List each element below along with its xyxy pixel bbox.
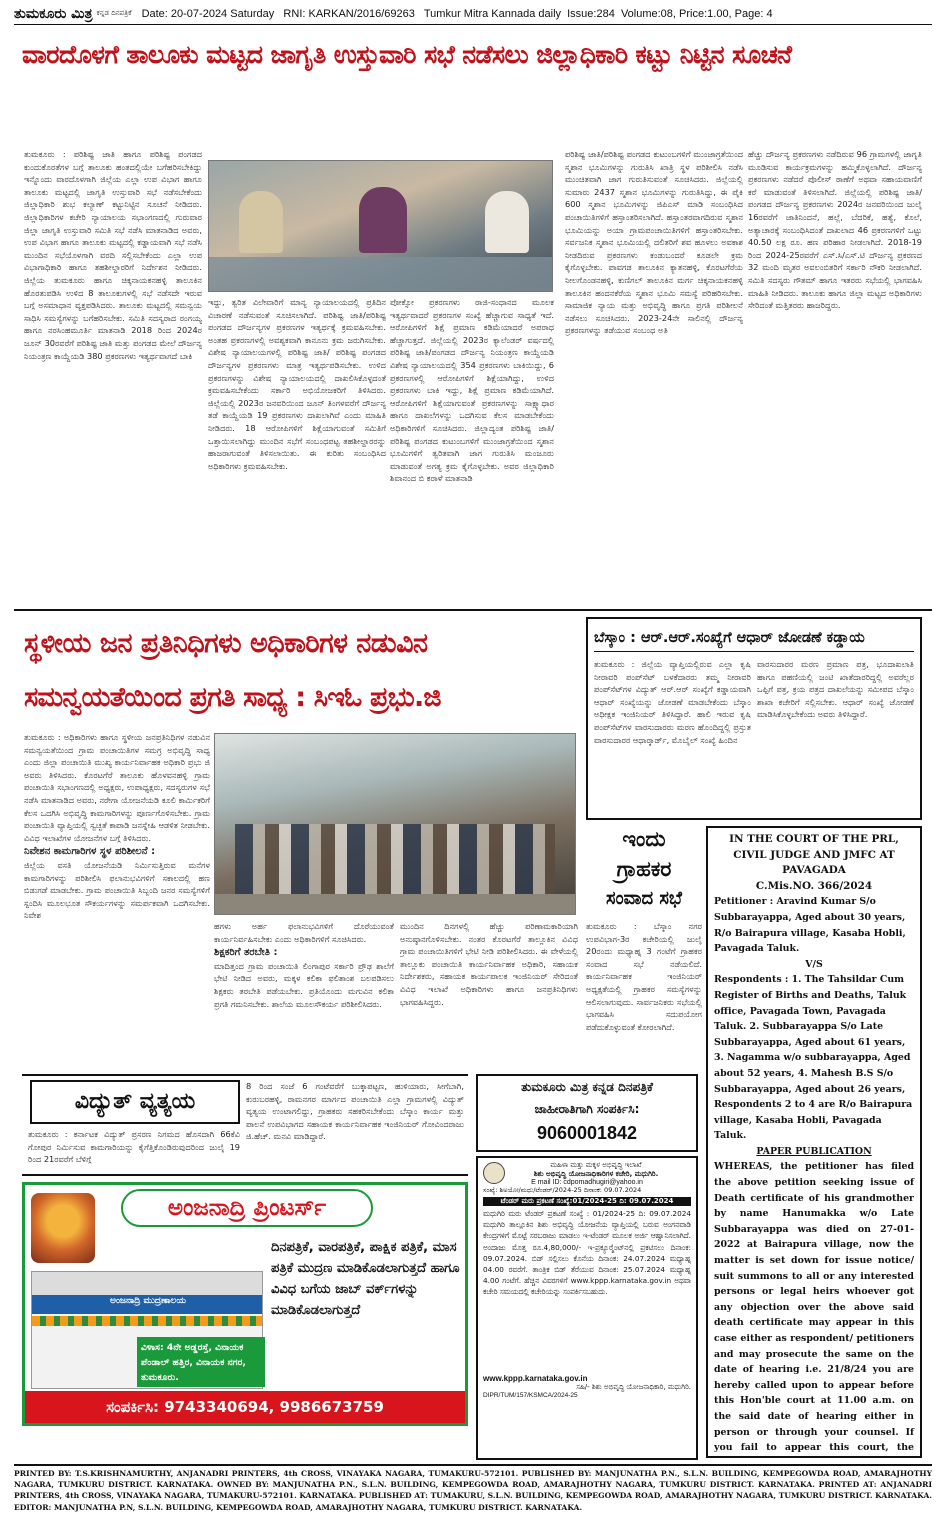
bescom-col2: ವಾರಸುದಾರರ ಮರಣ ಪ್ರಮಾಣ ಪತ್ರ, ಭೂದಾಖಲಾತಿ ಹಾಗೂ ಪಹಣಿಯಲ್ಲಿ ಜಂಟಿ ಖಾತೆದಾರರಿದ್ದಲ್ಲಿ ಅವರೆಲ್ಲರ ಒಪ್ಪಿಗೆ ಪತ್ರ, ಕ್ರಯ ಪತ್ರದ ದಾಖಲೆಯನ್ನು ಸಮೀಪದ ಬೆಸ್ಕಾಂ ಶಾಖಾ ಕಚೇರಿಗೆ ಸಲ್ಲಿಸಬೇಕು. ಆಧಾರ್ ಸಂಖ್ಯೆ ಜೋಡಣೆ ಮಾಡಿಸಿಕೊಳ್ಳಬೇಕೆಂದು ಅವರು ತಿಳಿಸಿದ್ದಾರೆ. (757, 659, 914, 720)
footer-text: PRINTED BY: T.S.KRISHNAMURTHY, ANJANADRI PRINTERS, 4th CROSS, VINAYAKA NAGARA, TUMAKURU-572101. PUBLISHED BY: MANJUNATHA P.N., S.L.N. BUILDING, KEMPEGOWDA ROAD, AMARAJHOTHY NAGARA, TUMKURU DISTRICT. KARNATAKA. OWNED BY: MANJUNATHA P.N., S.L.N. BUILDING, KEMPEGOWDA ROAD, AMARAJHOTHY NAGARA, TUMKURU DISTRICT. KARNATAKA. PRINTED AT: ANJANADRI PRINTERS, 4th CROSS, VINAYAKA NAGARA, TUMAKURU-572101. KARNATAKA. PUBLISHED AT: TUMAKURU, S.L.N. BUILDING, KEMPEGOWDA ROAD, AMARAJHOTHY NAGARA, TUMKURU DISTRICT. KARNATAKA. EDITOR: MANJUNATHA P.N, S.L.N. BUILDING, KEMPEGOWDA ROAD, AMARAJHOTHY NAGARA, TUMKURU DISTRICT. KARNATAKA. (14, 1469, 932, 1512)
tender-dipr: DIPR/TUM/157/KSMCA/2024-25 (483, 1392, 578, 1399)
court-case-no: C.Mis.NO. 366/2024 (755, 879, 873, 892)
story2-col3: ಮುಂದಿನ ದಿನಗಳಲ್ಲಿ ಹೆಚ್ಚು ಪರಿಣಾಮಕಾರಿಯಾಗಿ ಅನುಷ್ಠಾನಗೊಳಿಸಬೇಕು. ನಂತರ ಕೊರಟಗೆರೆ ತಾಲ್ಲೂಕಿನ ವಿವಿಧ ಗ್ರಾಮ ಪಂಚಾಯಿತಿಗಳಿಗೆ ಭೇಟಿ ನೀಡಿ ಪರಿಶೀಲಿಸಿದರು. ಈ ವೇಳೆಯಲ್ಲಿ ತಾಲ್ಲೂಕು ಪಂಚಾಯಿತಿ ಕಾರ್ಯನಿರ್ವಾಹಕ ಅಧಿಕಾರಿ, ಸಹಾಯಕ ನಿರ್ದೇಶಕರು, ಸಹಾಯಕ ಕಾರ್ಯಪಾಲಕ ಇಂಜಿನಿಯರ್ ಸೇರಿದಂತೆ ವಿವಿಧ ಇಲಾಖೆ ಅಧಿಕಾರಿಗಳು ಹಾಗೂ ಜನಪ್ರತಿನಿಧಿಗಳು ಭಾಗವಹಿಸಿದ್ದರು. (400, 921, 578, 1007)
tender-notice-title: ಟೆಂಡರ್ ಮರು ಪ್ರಕಟಣೆ ಸಂಖ್ಯೆ:01/2024-25 ದಿ: 09.07.2024 (483, 1197, 691, 1206)
court-body: WHEREAS, the petitioner has filed the above petition seeking issue of Death certificate of his grandmother by name Hanumakka w/o Late Subbarayappa was died on 27-01-2022 at Bairapura village, now the matter is set down for issue notice/ suit summons to all or any interested persons or legal heirs whoever got any objection over the above said death certificate may appear in this case either as respondent/ petitioners and may prosecute the same on the date of hearing i.e. 21/8/24 you are hereby called upon to appear before this Hon'ble court at 11.00 a.m. on the said date of hearing either in person or through your counsel. If you fail to appear this court, the (714, 1161, 914, 1454)
anjanadri-address-box (137, 1337, 265, 1387)
person-figure (485, 191, 529, 253)
story1-col1: ತುಮಕೂರು : ಪರಿಶಿಷ್ಟ ಜಾತಿ ಹಾಗೂ ಪರಿಶಿಷ್ಟ ಪಂಗಡದ ಕುಂದುಕೊರತೆಗಳ ಬಗ್ಗೆ ತಾಲೂಕು ಹಂತದಲ್ಲಿಯೇ ಬಗೆಹರಿಸಬೇಕಿದ್ದು ಇನ್ನೊಂದು ವಾರದೊಳಗಾಗಿ ಜಿಲ್ಲೆಯ ಎಲ್ಲಾ ಉಪ ವಿಭಾಗ ಹಾಗೂ ತಾಲೂಕು ಮಟ್ಟದಲ್ಲಿ ಜಾಗೃತಿ ಉಸ್ತುವಾರಿ ಸಭೆ ನಡೆಸಬೇಕೆಂದು ಜಿಲ್ಲಾಧಿಕಾರಿ ಶುಭ ಕಲ್ಯಾಣ್ ಕಟ್ಟುನಿಟ್ಟಿನ ಸೂಚನೆ ನೀಡಿದರು. ಜಿಲ್ಲಾಧಿಕಾರಿಗಳ ಕಚೇರಿ ನ್ಯಾಯಾಲಯ ಸಭಾಂಗಣದಲ್ಲಿ ಗುರುವಾರ ಜಿಲ್ಲಾ ಜಾಗೃತಿ ಉಸ್ತುವಾರಿ ಸಮಿತಿ ಸಭೆ ನಡೆಸಿ ಮಾತನಾಡಿದ ಅವರು, ಉಪ ವಿಭಾಗ ಹಾಗೂ ತಾಲೂಕು ಮಟ್ಟದಲ್ಲಿ ಕಡ್ಡಾಯವಾಗಿ ಸಭೆ ನಡೆಸಿ ಮುಂದಿನ ಸಭೆಯೊಳಗಾಗಿ ವರದಿ ಸಲ್ಲಿಸಬೇಕೆಂದು ಎಲ್ಲಾ ಉಪ ವಿಭಾಗಾಧಿಕಾರಿ ಹಾಗೂ ತಹಶೀಲ್ದಾರರಿಗೆ ನಿರ್ದೇಶನ ನೀಡಿದರು. ಜಿಲ್ಲೆಯ ತುಮಕೂರು ಹಾಗೂ ಚಿಕ್ಕನಾಯಕನಹಳ್ಳಿ ತಾಲೂಕಿನ ಹೊರತುಪಡಿಸಿ ಉಳಿದ 8 ತಾಲೂಕುಗಳಲ್ಲಿ ಸಭೆ ನಡೆಸದೇ ಇರುವ ಬಗ್ಗೆ ಅಸಮಾಧಾನ ವ್ಯಕ್ತಪಡಿಸಿದರು. ತಾಲೂಕು ಮಟ್ಟದಲ್ಲಿ ಸಮನ್ವಯ ಸಾಧಿಸಿ ಸಮಸ್ಯೆಗಳನ್ನು ಬಗೆಹರಿಸಬೇಕು. ಸಮಿತಿ ಸದಸ್ಯರಾದ ರಂಗಯ್ಯ ಹಾಗೂ ನರಸಿಂಹಮೂರ್ತಿ ಮಾತನಾಡಿ 2018 ರಿಂದ 2024ರ ಜೂನ್ 30ರವರೆಗೆ ಪರಿಶಿಷ್ಟ ಜಾತಿ ಮತ್ತು ಪಂಗಡದ ಮೇಲೆ ದೌರ್ಜನ್ಯ ನಿಯಂತ್ರಣ ಕಾಯ್ದೆಯಡಿ 380 ಪ್ರಕರಣಗಳು ಇತ್ಯರ್ಥವಾಗದೆ ಬಾಕಿ (24, 149, 202, 361)
tender-header2: ಶಿಶು ಅಭಿವೃದ್ಧಿ ಯೋಜನಾಧಿಕಾರಿಗಳ ಕಚೇರಿ, ಮಧುಗಿರಿ. (533, 1170, 659, 1178)
person-figure (239, 191, 283, 253)
story2-col1b-text: ಜಿಲ್ಲೆಯ ವಸತಿ ಯೋಜನೆಯಡಿ ನಿರ್ಮಿಸುತ್ತಿರುವ ಮನೆಗಳ ಕಾಮಗಾರಿಗಳನ್ನು ಪರಿಶೀಲಿಸಿ ಫಲಾನುಭವಿಗಳಿಗೆ ಸಕಾಲದಲ್ಲಿ ಹಣ ಬಿಡುಗಡೆ ಮಾಡಬೇಕು. ಗ್ರಾಮ ಪಂಚಾಯಿತಿ ಸಿಬ್ಬಂದಿ ಜನರ ಸಮಸ್ಯೆಗಳಿಗೆ ಸ್ಪಂದಿಸಿ ಮೂಲಭೂತ ಸೌಕರ್ಯಗಳನ್ನು ಸಮರ್ಪಕವಾಗಿ ಒದಗಿಸಬೇಕು. ನಿವೇಶ (24, 859, 210, 921)
story1-headline: ವಾರದೊಳಗೆ ತಾಲೂಕು ಮಟ್ಟದ ಜಾಗೃತಿ ಉಸ್ತುವಾರಿ ಸಭೆ ನಡೆಸಲು ಜಿಲ್ಲಾಧಿಕಾರಿ ಕಟ್ಟು ನಿಟ್ಟಿನ ಸೂಚನೆ (22, 40, 792, 69)
court-vs: V/S (805, 958, 823, 970)
court-respondents: Respondents : 1. The Tahsildar Cum Register of Births and Deaths, Taluk office, Pavagada Town, Pavagada Taluk. 2. Subbarayappa S/o Late Subbarayappa, Aged about 61 years, 3. Nagamma w/o subbarayappa, Aged about 52 years, 4. Mahesh B.S S/o Subbarayappa, Aged about 26 years, Respondents 2 to 4 are R/o Bairapura village, Kasaba Hobli, Pavagada Taluk. (714, 974, 913, 1142)
ad-contact-phone: 9060001842 (536, 1123, 638, 1143)
anjanadri-address-text: ವಿಳಾಸ: 4ನೇ ಅಡ್ಡರಸ್ತೆ, ವಿನಾಯಕ ಪೆಂಡಾಲ್ ಹತ್ತಿರ, ವಿನಾಯಕ ನಗರ, ತುಮಕೂರು. (141, 1342, 246, 1383)
story2-col2b-text: ಮಾದಿತ್ತಂದ ಗ್ರಾಮ ಪಂಚಾಯಿತಿ ಲಿಂಗಾಪುರ ಸರ್ಕಾರಿ ಪ್ರೌಢ ಶಾಲೆಗೆ ಭೇಟಿ ನೀಡಿದ ಅವರು, ಮಕ್ಕಳ ಕಲಿಕಾ ಫಲಿತಾಂಶ ಬಲಪಡಿಸಲು ಶಿಕ್ಷಕರು ತರಬೇತಿ ಪಡೆಯಬೇಕು. ಪ್ರತಿಯೊಂದು ಮಗುವಿನ ಕಲಿಕಾ ಪ್ರಗತಿ ಗಮನಿಸಬೇಕು. ಶಾಲೆಯ ಮೂಲಸೌಕರ್ಯ ಪರಿಶೀಲಿಸಿದರು. (214, 960, 394, 1009)
grahaka-line2: ಗ್ರಾಹಕರ (616, 857, 672, 881)
masthead-logo-sub: ಕನ್ನಡ ದಿನಪತ್ರಿಕೆ (96, 9, 132, 17)
divider (14, 609, 932, 611)
road (215, 894, 575, 914)
tender-website: www.kppp.karnataka.gov.in (483, 1374, 588, 1383)
story2-subhead: ನಿವೇಶನ ಕಾಮಗಾರಿಗಳ ಸ್ಥಳ ಪರಿಶೀಲನೆ : (24, 846, 156, 858)
bescom-headline: ಬೆಸ್ಕಾಂ : ಆರ್.ಆರ್.ಸಂಖ್ಯೆಗೆ ಆಧಾರ್ ಜೋಡಣೆ ಕಡ್ಡಾಯ (594, 625, 914, 652)
story2-col2 (214, 920, 394, 1066)
anjanadri-contact: ಸಂಪರ್ಕಿಸಿ: 9743340694, 9986673759 (25, 1391, 465, 1423)
masthead-logo: ತುಮಕೂರು ಮಿತ್ರ (14, 5, 93, 22)
grahaka-notice (586, 824, 702, 1070)
vidyut-headline: ವಿದ್ಯುತ್ ವ್ಯತ್ಯಯ (30, 1080, 240, 1124)
flower-garland (32, 1316, 262, 1326)
story2-photo (214, 733, 576, 915)
story1-col5: ಹೆಚ್ಚು ದೌರ್ಜನ್ಯ ಪ್ರಕರಣಗಳು ನಡೆದಿರುವ 96 ಗ್ರಾಮಗಳಲ್ಲಿ ಜಾಗೃತಿ ಮೂಡಿಸುವ ಕಾರ್ಯಕ್ರಮಗಳನ್ನು ಹಮ್ಮಿಕೊಳ್ಳಲಾಗಿದೆ. ದೌರ್ಜನ್ಯ ಪ್ರಕರಣಗಳು ನಡೆದರೆ ಪೊಲೀಸ್ ಠಾಣೆಗೆ ಅಥವಾ ಸಹಾಯವಾಣಿಗೆ ಕರೆ ಮಾಡುವಂತೆ ತಿಳಿಸಲಾಗಿದೆ. ಜಿಲ್ಲೆಯಲ್ಲಿ ಪರಿಶಿಷ್ಟ ಜಾತಿ/ಪಂಗಡದ ದೌರ್ಜನ್ಯ ಪ್ರಕರಣಗಳು 2024ರ ಜನವರಿಯಿಂದ ಜುಲೈ 16ರವರೆಗೆ ಜಾತಿನಿಂದನೆ, ಹಲ್ಲೆ, ಬೆದರಿಕೆ, ಹತ್ಯೆ, ಕೊಲೆ, ಅತ್ಯಾಚಾರಕ್ಕೆ ಸಂಬಂಧಿಸಿದಂತೆ ದಾಖಲಾದ 46 ಪ್ರಕರಣಗಳಿಗೆ ಒಟ್ಟು 40.50 ಲಕ್ಷ ರೂ. ಹಣ ಪರಿಹಾರ ನೀಡಲಾಗಿದೆ. 2018-19 ರಿಂದ 2024-25ರವರೆಗೆ ಎಸ್.ಸಿ/ಎಸ್.ಟಿ ದೌರ್ಜನ್ಯ ಪ್ರಕರಣದ 32 ಮಂದಿ ಮೃತರ ಅವಲಂಬಿತರಿಗೆ ಸರ್ಕಾರಿ ನೌಕರಿ ನೀಡಲಾಗಿದೆ. ಸಮಿತಿ ಸದಸ್ಯರು ಗೌತಮ್ ಹಾಗೂ ಇತರರು ಸಭೆಯಲ್ಲಿ ಭಾಗವಹಿಸಿ ಮಾಹಿತಿ ನೀಡಿದರು. ತಾಲೂಕು ಹಾಗೂ ಜಿಲ್ಲಾ ಮಟ್ಟದ ಅಧಿಕಾರಿಗಳು ಸೇರಿದಂತೆ ಮತ್ತಿತರರು ಹಾಜರಿದ್ದರು. (748, 149, 922, 311)
masthead-info: Date: 20-07-2024 Saturday RNI: KARKAN/2016/69263 Tumkur Mitra Kannada daily Issue:284 Volume:08, Price:1.00, Page: 4 (141, 7, 773, 20)
story2-headline-line1: ಸ್ಥಳೀಯ ಜನ ಪ್ರತಿನಿಧಿಗಳು ಅಧಿಕಾರಿಗಳ ನಡುವಿನ (24, 628, 428, 659)
anjanadri-title: ಅಂಜನಾದ್ರಿ ಪ್ರಿಂಟರ್ಸ್ (121, 1189, 373, 1227)
meeting-table (209, 257, 552, 291)
grahaka-headline (586, 824, 702, 914)
grahaka-line3: ಸಂವಾದ ಸಭೆ (606, 888, 682, 909)
vidyut-col1: ತುಮಕೂರು : ಕರ್ನಾಟಕ ವಿದ್ಯುತ್ ಪ್ರಸರಣ ನಿಗಮದ ಹೊಸದಾಗಿ 66ಕೆವಿ ಗೋಪುರ ನಿರ್ಮಿಸುವ ಕಾಮಗಾರಿಯನ್ನು ಕೈಗೆತ್ತಿಕೊಂಡಿರುವುದರಿಂದ ಜುಲೈ 19 ರಿಂದ 21ರವರೆಗೆ ಬೆಳಿಗ್ಗೆ (28, 1129, 240, 1165)
anjanadri-services: ದಿನಪತ್ರಿಕೆ, ವಾರಪತ್ರಿಕೆ, ಪಾಕ್ಷಿಕ ಪತ್ರಿಕೆ, ಮಾಸ ಪತ್ರಿಕೆ ಮುದ್ರಣ ಮಾಡಿಕೊಡಲಾಗುತ್ತದೆ ಹಾಗೂ ವಿವಿಧ ಬಗೆಯ ಜಾಬ್ ವರ್ಕ್‍ಗಳನ್ನು ಮಾಡಿಕೊಡಲಾಗುತ್ತದೆ (271, 1240, 460, 1318)
ad-contact-box (476, 1074, 698, 1152)
story1-col3: ಪೋಕ್ಸೋ ಪ್ರಕರಣಗಳು ರಾಜಿ-ಸಂಧಾನದ ಮೂಲಕ ಇತ್ಯರ್ಥವಾದರೆ ಪ್ರಕರಣಗಳ ಸಂಖ್ಯೆ ಹೆಚ್ಚಾಗುವ ಸಾಧ್ಯತೆ ಇದೆ. ಆರೋಪಿಗಳಿಗೆ ಶಿಕ್ಷೆ ಪ್ರಮಾಣ ಕಡಿಮೆಯಾದರೆ ಅಪರಾಧ ಹೆಚ್ಚಾಗುತ್ತದೆ. ಜಿಲ್ಲೆಯಲ್ಲಿ 2023ರ ಕ್ಯಾಲೆಂಡರ್ ವರ್ಷದಲ್ಲಿ ಪರಿಶಿಷ್ಟ ಜಾತಿ/ಪಂಗಡದ ದೌರ್ಜನ್ಯ ನಿಯಂತ್ರಣ ಕಾಯ್ದೆಯಡಿ ವಿಶೇಷ ನ್ಯಾಯಾಲಯದಲ್ಲಿ 354 ಪ್ರಕರಣಗಳು ಬಾಕಿಯಿದ್ದು, 6 ಪ್ರಕರಣಗಳಲ್ಲಿ ಆರೋಪಿಗಳಿಗೆ ಶಿಕ್ಷೆಯಾಗಿದ್ದು, ಉಳಿದ ಪ್ರಕರಣಗಳು ಬಾಕಿ ಇದ್ದು, ಶಿಕ್ಷೆ ಪ್ರಮಾಣ ಕಡಿಮೆಯಾಗಿದೆ. ಆರೋಪಿಗಳಿಗೆ ಶಿಕ್ಷೆಯಾಗುವಂತೆ ಪ್ರಕರಣಗಳನ್ನು ಸಾಕ್ಷ್ಯಾಧಾರ ಹಾಗೂ ದಾಖಲೆಗಳನ್ನು ಒದಗಿಸುವ ಕೆಲಸ ಮಾಡಬೇಕೆಂದು ಅಧಿಕಾರಿಗಳಿಗೆ ಸೂಚಿಸಿದರು. ಜಿಲ್ಲಾದ್ಯಂತ ಪರಿಶಿಷ್ಟ ಜಾತಿ/ಪರಿಶಿಷ್ಟ ಪಂಗಡದ ಕುಟುಂಬಗಳಿಗೆ ಮುಂಜಾಗ್ರತೆಯಿಂದ ಸ್ಮಶಾನ ಭೂಮಿಗಳಿಗೆ ತ್ವರಿತವಾಗಿ ಜಾಗ ಗುರುತಿಸಿ ಮಂಜೂರು ಮಾಡುವಂತೆ ಅಗತ್ಯ ಕ್ರಮ ಕೈಗೊಳ್ಳಬೇಕು. ಅವರ ಜಿಲ್ಲಾಧಿಕಾರಿ ಶಿವಾನಂದ ಬಿ ಕರಾಳೆ ಮಾತನಾಡಿ (390, 297, 554, 484)
story2-subhead-2: ಶಿಕ್ಷಕರಿಗೆ ತರಬೇತಿ : (214, 947, 278, 959)
grahaka-line1: ಇಂದು (622, 827, 666, 851)
vidyut-notice (22, 1074, 468, 1176)
grahaka-body: ತುಮಕೂರು : ಬೆಸ್ಕಾಂ ನಗರ ಉಪವಿಭಾಗ-3ರ ಕಚೇರಿಯಲ್ಲಿ ಜುಲೈ 20ರಂದು ಮಧ್ಯಾಹ್ನ 3 ಗಂಟೆಗೆ ಗ್ರಾಹಕರ ಸಂವಾದ ಸಭೆ ನಡೆಯಲಿದೆ. ಕಾರ್ಯನಿರ್ವಾಹಕ ಇಂಜಿನಿಯರ್ ಅಧ್ಯಕ್ಷತೆಯಲ್ಲಿ ಗ್ರಾಹಕರ ಸಮಸ್ಯೆಗಳನ್ನು ಆಲಿಸಲಾಗುವುದು. ಸಾರ್ವಜನಿಕರು ಸಭೆಯಲ್ಲಿ ಭಾಗವಹಿಸಿ ಸದುಪಯೋಗ ಪಡೆದುಕೊಳ್ಳುವಂತೆ ಕೋರಲಾಗಿದೆ. (586, 921, 702, 1032)
ad-contact-line2: ಜಾಹೀರಾತಿಗಾಗಿ ಸಂಪರ್ಕಿಸಿ: (534, 1102, 640, 1116)
footer-imprint (14, 1464, 932, 1512)
tender-header1: ಮಹಿಳಾ ಮತ್ತು ಮಕ್ಕಳ ಅಭಿವೃದ್ಧಿ ಇಲಾಖೆ (550, 1161, 642, 1169)
court-pub-heading: PAPER PUBLICATION (756, 1145, 872, 1157)
masthead (14, 3, 932, 25)
ad-contact-line1: ತುಮಕೂರು ಮಿತ್ರ ಕನ್ನಡ ದಿನಪತ್ರಿಕೆ (521, 1080, 653, 1094)
story1-photo (208, 160, 553, 292)
tender-email: E mail ID: cdpomadhugiri@yahoo.in (531, 1179, 643, 1186)
story1-col4: ಪರಿಶಿಷ್ಟ ಜಾತಿ/ಪರಿಶಿಷ್ಟ ಪಂಗಡದ ಕುಟುಂಬಗಳಿಗೆ ಮುಂಜಾಗ್ರತೆಯಿಂದ ಸ್ಮಶಾನ ಭೂಮಿಗಳನ್ನು ಗುರುತಿಸಿ ಖಾತ್ರಿ ಸ್ಥಳ ಪರಿಶೀಲಿಸಿ ನಡೆಸಿ ಮುಂಚಿತವಾಗಿ ಜಾಗ ಗುರುತಿಸುವಂತೆ ಸೂಚಿಸಿದರು. ಜಿಲ್ಲೆಯಲ್ಲಿ ಸುಮಾರು 2437 ಸ್ಮಶಾನ ಭೂಮಿಗಳನ್ನು ಗುರುತಿಸಿದ್ದು, ಈ ಪೈಕಿ 600 ಸ್ಮಶಾನ ಭೂಮಿಗಳನ್ನು ಜಿಪಿಎಸ್ ಮಾಡಿ ಸಂಬಂಧಿಸಿದ ಪಂಚಾಯಿತಿಗಳಿಗೆ ಹಸ್ತಾಂತರಿಸಲಾಗಿದೆ. ಹಸ್ತಾಂತರವಾಗದಿರುವ ಸ್ಮಶಾನ ಭೂಮಿಯನ್ನು ಅಯಾ ಗ್ರಾಮಪಂಚಾಯಿತಿಗಳಿಗೆ ಹಸ್ತಾಂತರಿಸಬೇಕು. ಸರ್ವಜನಿಕ ಸ್ಮಶಾನ ಭೂಮಿಯಲ್ಲಿ ದಲಿತರಿಗೆ ಶವ ಹೂಳಲು ಅವಕಾಶ ನೀಡದಿರುವ ಪ್ರಕರಣಗಳು ಕಂಡುಬಂದರೆ ಕೂಡಲೇ ಕ್ರಮ ಕೈಗೊಳ್ಳಬೇಕು. ಪಾವಗಡ ತಾಲೂಕಿನ ಕ್ಯಾತನಹಳ್ಳಿ, ಕೊರಟಗೆರೆಯ ನೀಲಗೊಂಡನಹಳ್ಳಿ, ಕುಣಿಗಲ್ ತಾಲೂಕಿನ ಮರ್ಗ ಚಿಕ್ಕನಾಯಕನಹಳ್ಳಿ ತಾಲೂಕಿನ ಹಂದನಕೆರೆಯ ಸ್ಮಶಾನ ಭೂಮಿ ಸಮಸ್ಯೆ ಪರಿಹರಿಸಬೇಕು. ಸಾಮಾಜಿಕ ನ್ಯಾಯ ಮತ್ತು ಅಭಿವೃದ್ಧಿ ಹಾಗೂ ಪ್ರಗತಿ ಪರಿಶೀಲನೆ ನಡೆಸಲು ಸೂಚಿಸಿದರು. 2023-24ನೇ ಸಾಲಿನಲ್ಲಿ ದೌರ್ಜನ್ಯ ಪ್ರಕರಣಗಳನ್ನು ತಡೆಯುವ ಸಂಬಂಧ ಅತಿ (565, 149, 743, 336)
story2-headline-line2: ಸಮನ್ವಯತೆಯಿಂದ ಪ್ರಗತಿ ಸಾಧ್ಯ : ಸಿಇಓ ಪ್ರಭು.ಜಿ (24, 682, 441, 713)
tender-notice (476, 1156, 698, 1460)
hanuman-image (31, 1193, 95, 1263)
tender-ref: ಸಂಖ್ಯೆ: ಶಿಅಯೋ/ಮಧು/ಟೆಂಡರ್/2024-25 ದಿನಾಂಕ: 09.07.2024 (483, 1186, 642, 1194)
tender-body: ಮಧುಗಿರಿ ಮರು ಟೆಂಡರ್ ಪ್ರಕಟಣೆ ಸಂಖ್ಯೆ : 01/2024-25 ದಿ: 09.07.2024 ಮಧುಗಿರಿ ತಾಲ್ಲೂಕಿನ ಶಿಶು ಅಭಿವೃದ್ಧಿ ಯೋಜನೆಯ ವ್ಯಾಪ್ತಿಯಲ್ಲಿ ಬರುವ ಅಂಗನವಾಡಿ ಕೇಂದ್ರಗಳಿಗೆ ಮೊಟ್ಟೆ ಸರಬರಾಜು ಮಾಡಲು ಇ-ಟೆಂಡರ್ ಮೂಲಕ ಅರ್ಜಿ ಆಹ್ವಾನಿಸಲಾಗಿದೆ. ಅಂದಾಜು ಮೊತ್ತ ರೂ.4,80,000/- ಇ-ಪ್ರಕ್ಯೂರ್‍ಮೆಂಟ್‍ನಲ್ಲಿ ಪ್ರಕಟಿಸಲು ದಿನಾಂಕ: 09.07.2024. ಬಿಡ್ ಸಲ್ಲಿಸಲು ಕೊನೆಯ ದಿನಾಂಕ: 24.07.2024 ಮಧ್ಯಾಹ್ನ 04.00 ರವರೆಗೆ. ತಾಂತ್ರಿಕ ಬಿಡ್ ತೆರೆಯುವ ದಿನಾಂಕ: 25.07.2024 ಮಧ್ಯಾಹ್ನ 4.00 ಗಂಟೆಗೆ. ಹೆಚ್ಚಿನ ವಿವರಗಳಿಗೆ www.kppp.karnataka.gov.in ಅಥವಾ ಕಚೇರಿ ಸಮಯದಲ್ಲಿ ಕಚೇರಿಯನ್ನು ಸಂಪರ್ಕಿಸಬಹುದು. (483, 1209, 691, 1297)
bescom-notice (586, 617, 922, 820)
story2-col2-text: ಹಗಳು ಅರ್ಹ ಫಲಾನುಭವಿಗಳಿಗೆ ದೊರೆಯುವಂತೆ ಕಾರ್ಯನಿರ್ವಹಿಸಬೇಕು ಎಂದು ಅಧಿಕಾರಿಗಳಿಗೆ ಸೂಚಿಸಿದರು. (214, 921, 394, 944)
bescom-col1: ತುಮಕೂರು : ಜಿಲ್ಲೆಯ ವ್ಯಾಪ್ತಿಯಲ್ಲಿರುವ ಎಲ್ಲಾ ಕೃಷಿ ನೀರಾವರಿ ಪಂಪ್‍ಸೆಟ್ ಬಳಕೆದಾರರು ತಮ್ಮ ನೀರಾವರಿ ಪಂಪ್‍ಸೆಟ್‍ಗಳ ವಿದ್ಯುತ್ ಆರ್.ಆರ್ ಸಂಖ್ಯೆಗೆ ಕಡ್ಡಾಯವಾಗಿ ಆಧಾರ್ ಸಂಖ್ಯೆಯನ್ನು ಜೋಡಣೆ ಮಾಡಬೇಕೆಂದು ಬೆಸ್ಕಾಂ ಅಧೀಕ್ಷಕ ಇಂಜಿನಿಯರ್ ತಿಳಿಸಿದ್ದಾರೆ. ಹಾಲಿ ಇರುವ ಕೃಷಿ ಪಂಪ್‍ಸೆಟ್‍ಗಳ ವಾರಸುದಾರರು ಮರಣ ಹೊಂದಿದ್ದಲ್ಲಿ ಪ್ರಸ್ತುತ ವಾರಸುದಾರರ ಆಧಾರ್‍ಕಾರ್ಡ್, ಮೊಬೈಲ್ ಸಂಖ್ಯೆ ಹಿಂದಿನ (594, 659, 751, 745)
story2-col1 (24, 731, 210, 1066)
person-figure (359, 187, 407, 253)
court-notice (706, 826, 922, 1458)
tender-sign: ಸಹಿ/- ಶಿಶು ಅಭಿವೃದ್ಧಿ ಯೋಜನಾಧಿಕಾರಿ, ಮಧುಗಿರಿ. (576, 1383, 691, 1391)
govt-emblem (483, 1162, 505, 1184)
story2-col1-text: ತುಮಕೂರು : ಅಧಿಕಾರಿಗಳು ಹಾಗೂ ಸ್ಥಳೀಯ ಜನಪ್ರತಿನಿಧಿಗಳ ನಡುವಿನ ಸಮನ್ವಯತೆಯಿಂದ ಗ್ರಾಮ ಪಂಚಾಯಿತಿಗಳ ಸಮಗ್ರ ಅಭಿವೃದ್ಧಿ ಸಾಧ್ಯ ಎಂದು ಜಿಲ್ಲಾ ಪಂಚಾಯಿತಿ ಮುಖ್ಯ ಕಾರ್ಯನಿರ್ವಾಹಕ ಅಧಿಕಾರಿ ಪ್ರಭು ಜಿ ಅವರು ತಿಳಿಸಿದರು. ಕೊರಟಗೆರೆ ತಾಲೂಕು ಹೊಳವನಹಳ್ಳಿ ಗ್ರಾಮ ಪಂಚಾಯಿತಿ ಸಭಾಂಗಣದಲ್ಲಿ ಅಧ್ಯಕ್ಷರು, ಉಪಾಧ್ಯಕ್ಷರು, ಸದಸ್ಯರುಗಳ ಸಭೆ ನಡೆಸಿ ಮಾತನಾಡಿದ ಅವರು, ನರೇಗಾ ಯೋಜನೆಯಡಿ ಕೂಲಿ ಕಾರ್ಮಿಕರಿಗೆ ಕೆಲಸ ಒದಗಿಸಿ ಅಭಿವೃದ್ಧಿ ಕಾಮಗಾರಿಗಳನ್ನು ಪೂರ್ಣಗೊಳಿಸಬೇಕು. ಗ್ರಾಮ ಪಂಚಾಯಿತಿ ವ್ಯಾಪ್ತಿಯಲ್ಲಿ ಸ್ವಚ್ಛತೆ ಕಾಪಾಡಿ ಜನಸ್ನೇಹಿ ಆಡಳಿತ ನೀಡಬೇಕು. ವಿವಿಧ ಇಲಾಖೆಗಳ ಯೋಜನೆಗಳ ಬಗ್ಗೆ ತಿಳಿಸಿದರು. (24, 732, 210, 843)
court-title: IN THE COURT OF THE PRL, CIVIL JUDGE AND JMFC AT PAVAGADA (729, 833, 899, 877)
anjanadri-ad (22, 1182, 468, 1426)
story1-col2: ಇದ್ದು, ತ್ವರಿತ ವಿಲೇವಾರಿಗೆ ಮಾನ್ಯ ನ್ಯಾಯಾಲಯದಲ್ಲಿ ಪ್ರತಿದಿನ ವಿಚಾರಣೆ ನಡೆಸುವಂತೆ ಸೂಚಿಸಲಾಗಿದೆ. ಪರಿಶಿಷ್ಟ ಜಾತಿ/ಪರಿಶಿಷ್ಟ ಪಂಗಡದ ದೌರ್ಜನ್ಯಗಳ ಪ್ರಕರಣಗಳ ಇತ್ಯರ್ಥಕ್ಕೆ ಕ್ರಮವಹಿಸಬೇಕು. ಅಂತಹ ಪ್ರಕರಣಗಳಲ್ಲಿ ಅವಶ್ಯಕವಾಗಿ ಕಾನೂನು ಕ್ರಮ ಜರುಗಿಸಬೇಕು. ವಿಶೇಷ ನ್ಯಾಯಾಲಯಗಳಲ್ಲಿ ಪರಿಶಿಷ್ಟ ಜಾತಿ/ ಪರಿಶಿಷ್ಟ ಪಂಗಡದ ದೌರ್ಜನ್ಯಗಳ ಪ್ರಕರಣಗಳು ಮಾತ್ರ ಇತ್ಯರ್ಥಪಡಿಸಬೇಕು. ಉಳಿದ ಪ್ರಕರಣಗಳನ್ನು ವಿಶೇಷ ನ್ಯಾಯಾಲಯದಲ್ಲಿ ದಾಖಲಿಸಿಕೊಳ್ಳದಂತೆ ಕ್ರಮವಹಿಸಬೇಕೆಂದು ಸರ್ಕಾರಿ ಅಭಿಯೋಜಕರಿಗೆ ತಿಳಿಸಿದರು. ಜಿಲ್ಲೆಯಲ್ಲಿ 2023ರ ಜನವರಿಯಿಂದ ಜೂನ್ ತಿಂಗಳವರೆಗೆ ದೌರ್ಜನ್ಯ ತಡೆ ಕಾಯ್ದೆಯಡಿ 19 ಪ್ರಕರಣಗಳು ದಾಖಲಾಗಿವೆ ಎಂದು ಮಾಹಿತಿ ನೀಡಿದರು. 18 ಆರೋಪಿಗಳಿಗೆ ಶಿಕ್ಷೆಯಾಗುವಂತೆ ಸಮಿತಿಗೆ ಒತ್ತಾಯಿಸಲಾಗಿದ್ದು ಮುಂದಿನ ಸಭೆಗೆ ಸಂಬಂಧಪಟ್ಟ ತಹಶೀಲ್ದಾರರನ್ನು ಹಾಜರಾಗುವಂತೆ ತಿಳಿಸಲಾಯಿತು. ಈ ಕುರಿತು ಸಂಬಂಧಿಸಿದ ಅಧಿಕಾರಿಗಳು ಕ್ರಮವಹಿಸಬೇಕು. (208, 297, 386, 471)
story2-headline (24, 617, 579, 727)
court-petitioner: Petitioner : Aravind Kumar S/o Subbarayappa, Aged about 30 years, R/o Bairapura village, Kasaba Hobli, Pavagada Taluk. (714, 896, 906, 955)
shop-sign: ಅಂಜನಾದ್ರಿ ಮುದ್ರಣಾಲಯ (110, 1296, 186, 1306)
vidyut-col2: 8 ರಿಂದ ಸಂಜೆ 6 ಗಂಟೆವರೆಗೆ ಬುಕ್ಕಾಪಟ್ಟಣ, ಹುಳಿಯಾರು, ಸೀಗೆಬಾಗಿ, ಕುರುಬರಹಳ್ಳಿ, ರಾಮನಗರ ಮಾರ್ಗದ ಪಂಚಾಯಿತಿ ಎಲ್ಲಾ ಗ್ರಾಮಗಳಲ್ಲಿ ವಿದ್ಯುತ್ ವ್ಯತ್ಯಯ ಉಂಟಾಗಲಿದ್ದು, ಗ್ರಾಹಕರು ಸಹಕರಿಸಬೇಕೆಂದು ಬೆಸ್ಕಾಂ ಕಾರ್ಯ ಮತ್ತು ಪಾಲನೆ ಉಪವಿಭಾಗದ ಸಹಾಯಕ ಕಾರ್ಯನಿರ್ವಾಹಕ ಇಂಜಿನಿಯರ್ ಗೋವಿಂದರಾಜು ಜಿ.ಹೆಚ್. ಮನವಿ ಮಾಡಿದ್ದಾರೆ. (246, 1081, 464, 1142)
